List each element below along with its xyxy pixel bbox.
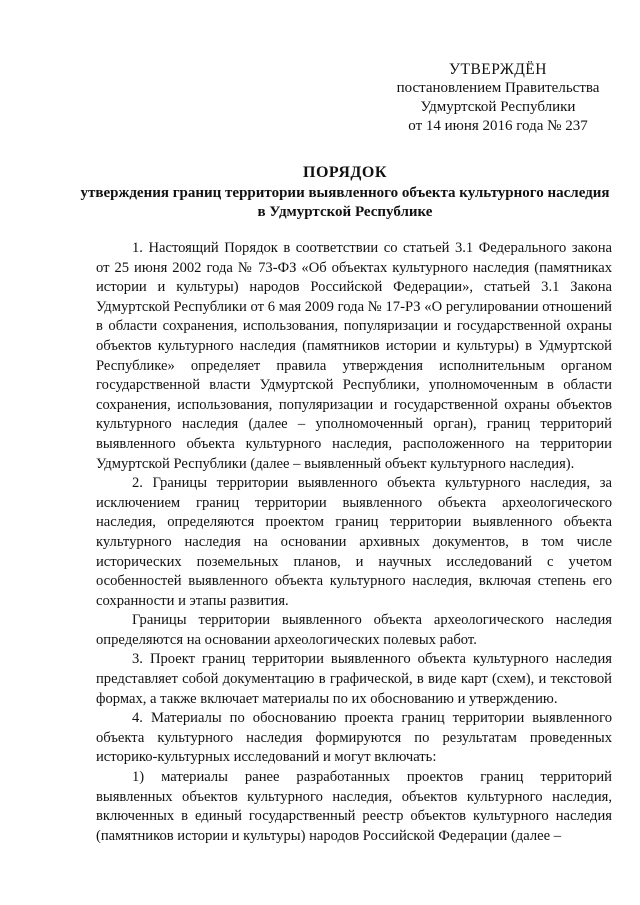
approval-line-2: Удмуртской Республики bbox=[420, 99, 576, 115]
paragraph-5: 4. Материалы по обоснованию проекта границ территории выявленного объекта культурного наследия формируются по результатам проведенных историко-культурных исследований и могут включать: bbox=[96, 710, 612, 766]
approval-line-1: постановлением Правительства bbox=[396, 80, 600, 96]
approval-stamp bbox=[382, 60, 614, 136]
approval-heading: УТВЕРЖДЁН bbox=[449, 61, 547, 78]
title-subtitle: утверждения границ территории выявленного объекта культурного наследия в Удмуртской Республике bbox=[80, 185, 610, 220]
document-title bbox=[80, 162, 610, 222]
paragraph-2: 2. Границы территории выявленного объекта культурного наследия, за исключением границ территории выявленного объекта археологического наследия, определяются проектом границ территории выявленного объекта культурного наследия на основании архивных документов, в том числе исторических поземельных планов, и научных исследований с учетом особенностей выявленного объекта культурного наследия, включая степень его сохранности и этапы развития. bbox=[96, 475, 612, 609]
paragraph-1: 1. Настоящий Порядок в соответствии со статьей 3.1 Федерального закона от 25 июня 2002 года № 73-ФЗ «Об объектах культурного наследия (памятниках истории и культуры) народов Российской Федерации», статьей 3.1 Закона Удмуртской Республики от 6 мая 2009 года № 17-РЗ «О регулировании отношений в области сохранения, использования, популяризации и государственной охраны объектов культурного наследия (памятников истории и культуры) в Удмуртской Республике» определяет правила утверждения исполнительным органом государственной власти Удмуртской Республики, уполномоченным в области сохранения, использования, популяризации и государственной охраны объектов культурного наследия (далее – уполномоченный орган), границ территорий выявленного объекта культурного наследия, расположенного на территории Удмуртской Республики (далее – выявленный объект культурного наследия). bbox=[96, 240, 612, 472]
paragraph-3: Границы территории выявленного объекта археологического наследия определяются на основании археологических полевых работ. bbox=[96, 612, 612, 648]
title-main: ПОРЯДОК bbox=[303, 164, 387, 181]
paragraph-6: 1) материалы ранее разработанных проектов границ территорий выявленных объектов культурного наследия, объектов культурного наследия, включенных в единый государственный реестр объектов культурного наследия (памятников истории и культуры) народов Российской Федерации (далее – bbox=[96, 769, 612, 844]
document-body bbox=[96, 239, 612, 846]
paragraph-4: 3. Проект границ территории выявленного объекта культурного наследия представляет собой документацию в графической, в виде карт (схем), и текстовой формах, а также включает материалы по их обоснованию и утверждению. bbox=[96, 651, 612, 707]
approval-line-3: от 14 июня 2016 года № 237 bbox=[408, 118, 588, 134]
